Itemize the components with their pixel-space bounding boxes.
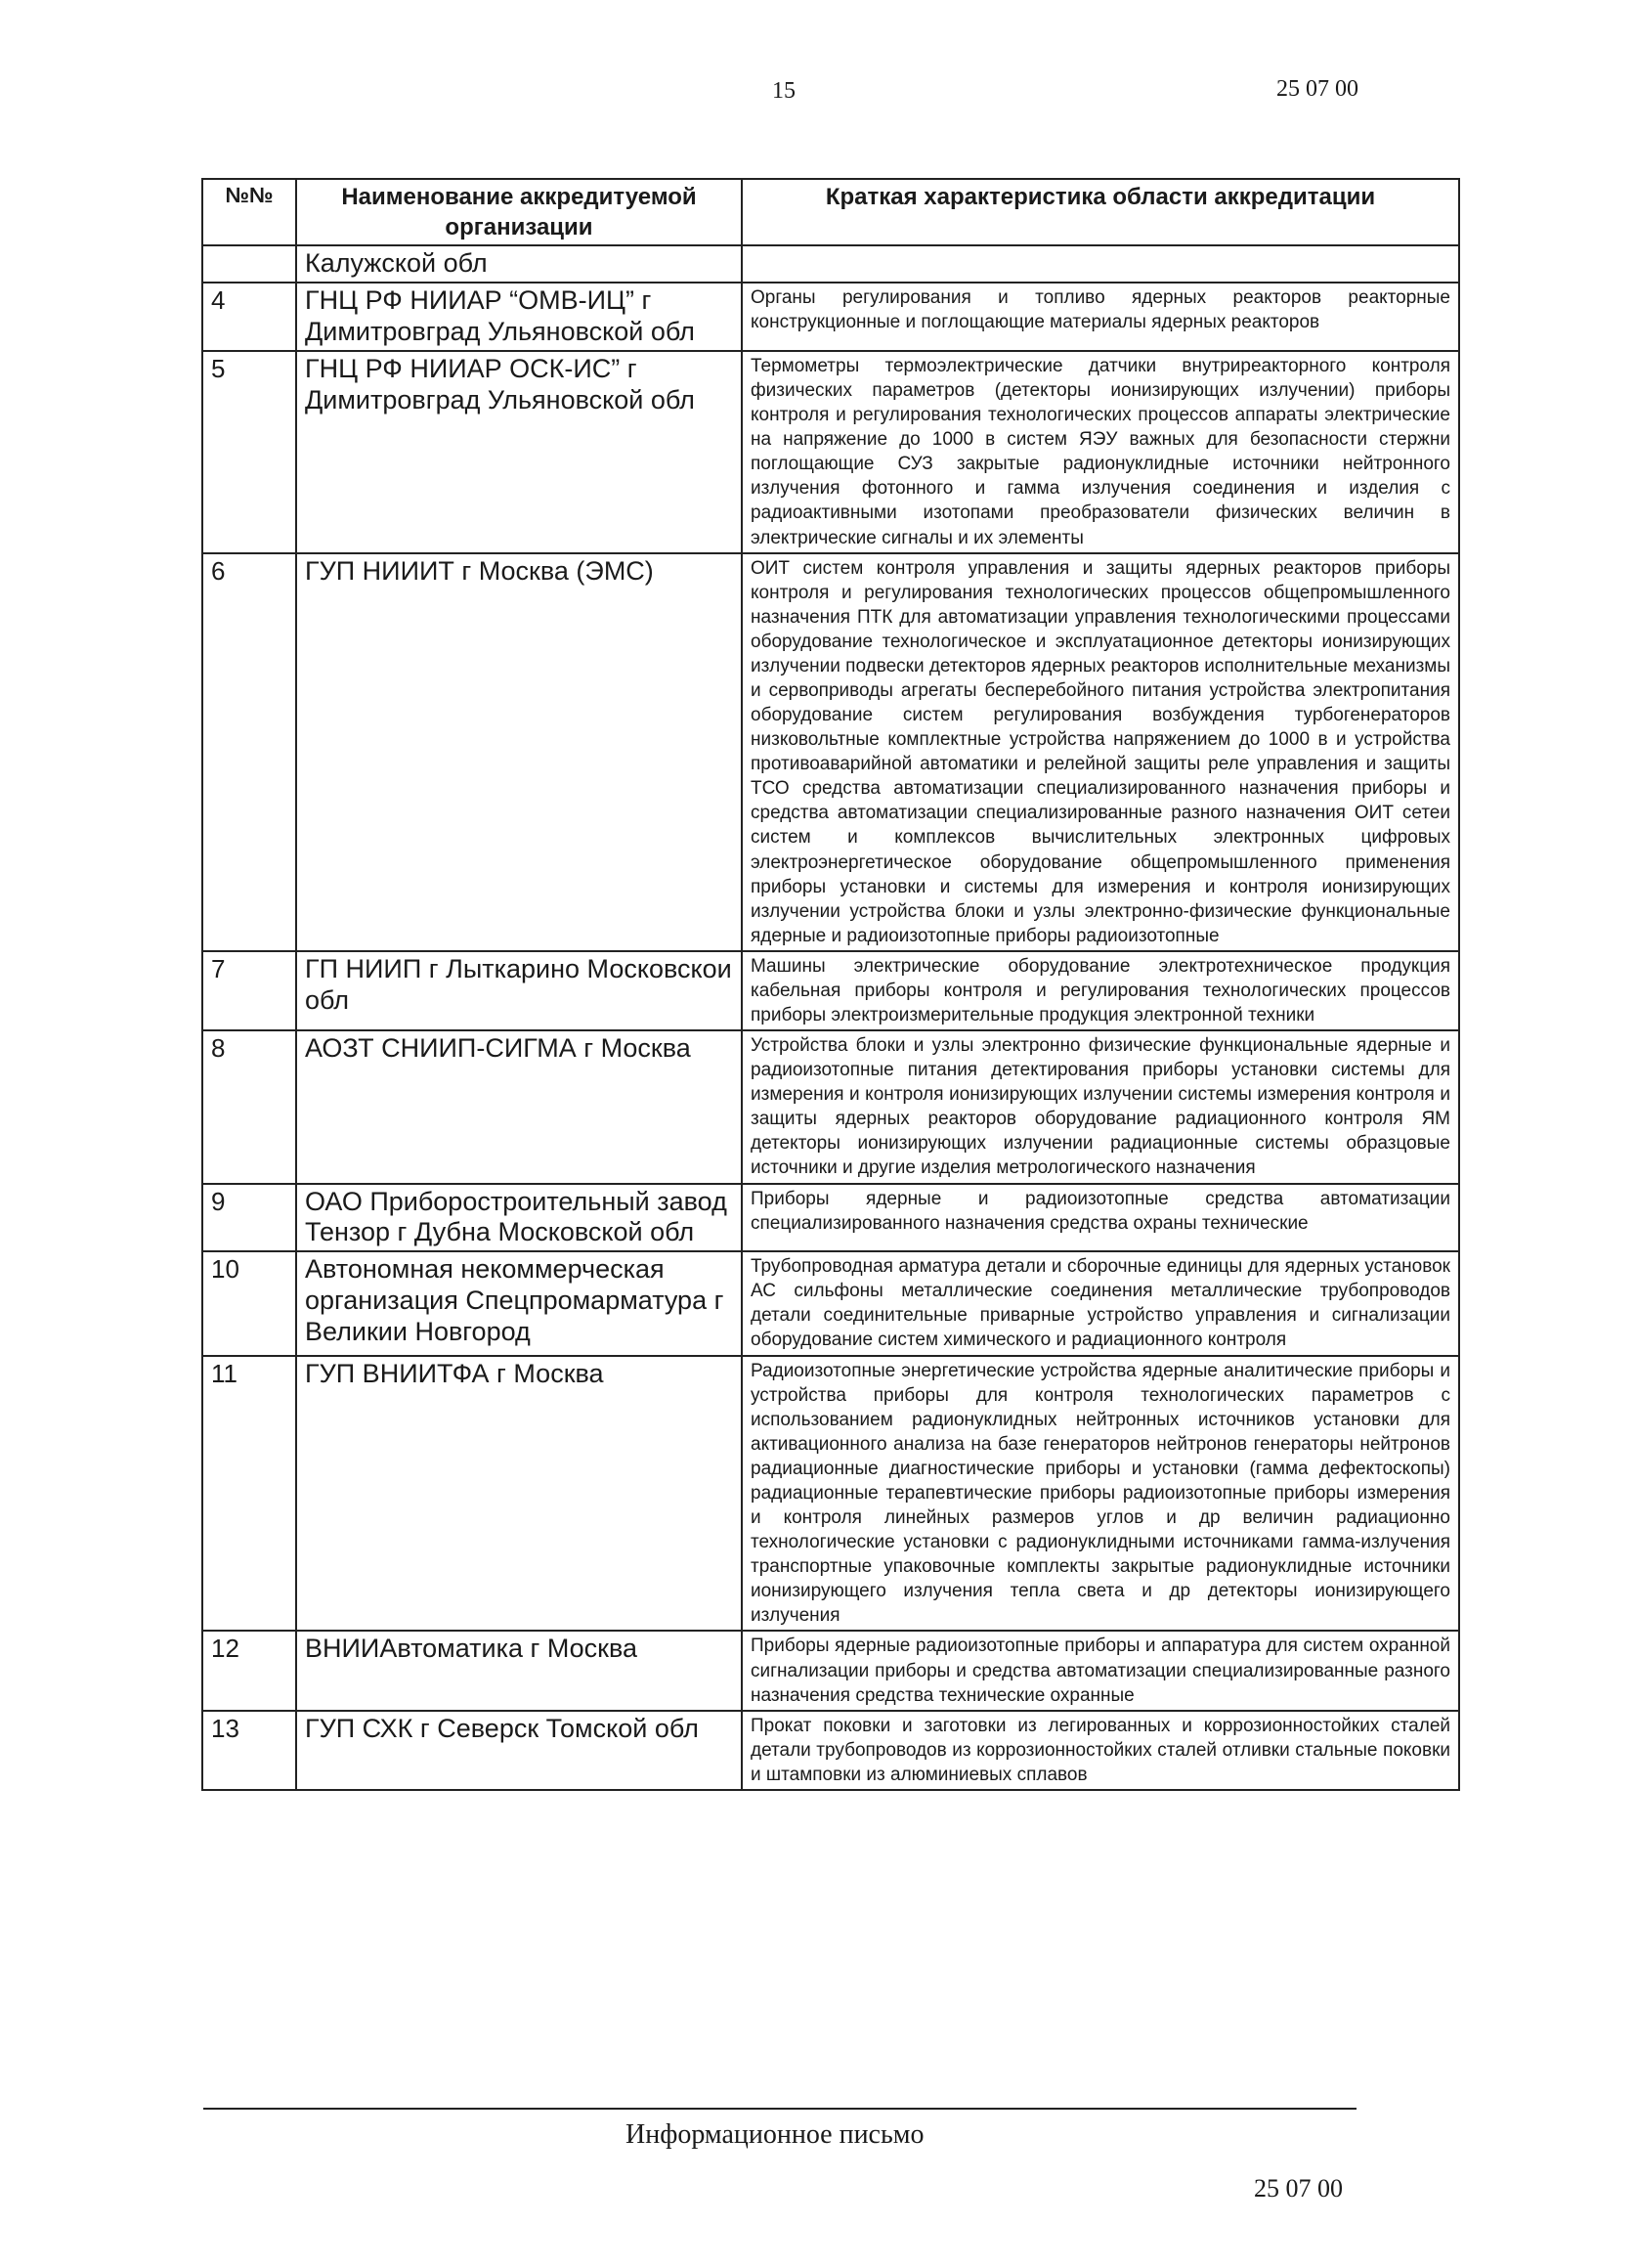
organization-name: ГП НИИП г Лыткарино Московскои обл: [296, 951, 742, 1030]
accreditation-scope: ОИТ систем контроля управления и защиты ядерных реакторов приборы контроля и регулирования технологических процессов общепромышленного назначения ПТК для автоматизации управления технологическими процессами оборудование технологическое и эксплуатационное детекторы ионизирующих излучении подвески детекторов ядерных реакторов исполнительные механизмы и сервоприводы агрегаты бесперебойного питания устройства электропитания оборудование систем регулирования возбуждения турбогенераторов низковольтные комплектные устройства напряжением до 1000 в и устройства противоаварийной автоматики и релейной защиты реле управления и защиты ТСО средства автоматизации специализированного назначения приборы и средства автоматизации специализированные разного назначения ОИТ сетеи систем и комплексов вычислительных электронных цифровых электроэнергетическое оборудование общепромышленного применения приборы установки и системы для измерения и контроля ионизирующих излучении устройства блоки и узлы электронно-физические функциональные ядерные и радиоизотопные приборы радиоизотопные: [742, 553, 1459, 951]
row-number: [202, 245, 296, 283]
table-row: [202, 283, 1459, 351]
column-header-number: №№: [202, 179, 296, 245]
row-number: 9: [202, 1184, 296, 1252]
row-number: 11: [202, 1356, 296, 1632]
organization-name: ГНЦ РФ НИИАР ОСК-ИС” г Димитровград Ульяновской обл: [296, 351, 742, 553]
row-number: 8: [202, 1030, 296, 1183]
organization-name: Калужской обл: [296, 245, 742, 283]
organization-name: Автономная некоммерческая организация Спецпромарматура г Великии Новгород: [296, 1251, 742, 1355]
footer-divider: [203, 2108, 1357, 2110]
accreditation-table: [201, 178, 1460, 1791]
row-number: 5: [202, 351, 296, 553]
organization-name: ГУП СХК г Северск Томской обл: [296, 1711, 742, 1790]
row-number: 10: [202, 1251, 296, 1355]
header-date: 25 07 00: [1276, 76, 1358, 102]
organization-name: ГНЦ РФ НИИАР “ОМВ-ИЦ” г Димитровград Ульяновской обл: [296, 283, 742, 351]
accreditation-scope: Трубопроводная арматура детали и сборочные единицы для ядерных установок АС сильфоны металлические соединения металлические трубопроводов детали соединительные приварные устройство управления и сигнализации оборудование систем химического и радиационного контроля: [742, 1251, 1459, 1355]
accreditation-scope: Прокат поковки и заготовки из легированных и коррозионностойких сталей детали трубопроводов из коррозионностойких сталей отливки стальные поковки и штамповки из алюминиевых сплавов: [742, 1711, 1459, 1790]
row-number: 12: [202, 1631, 296, 1710]
accreditation-scope: Приборы ядерные радиоизотопные приборы и аппаратура для систем охранной сигнализации приборы и средства автоматизации специализированные разного назначения средства технические охранные: [742, 1631, 1459, 1710]
accreditation-scope: Радиоизотопные энергетические устройства ядерные аналитические приборы и устройства приборы для контроля технологических параметров с использованием радионуклидных нейтронных источников установки для активационного анализа на базе генераторов нейтронов генераторы нейтронов радиационные диагностические приборы и установки (гамма дефектоскопы) радиационные терапевтические приборы радиоизотопные приборы измерения и контроля линейных размеров углов и др величин радиационно технологические установки с радионуклидными источниками гамма-излучения транспортные упаковочные комплекты закрытые радионуклидные источники ионизирующего излучения тепла света и др детекторы ионизирующего излучения: [742, 1356, 1459, 1632]
table-row: [202, 1711, 1459, 1790]
page-number: 15: [772, 78, 796, 104]
table-row: [202, 1030, 1459, 1183]
accreditation-scope: Машины электрические оборудование электротехническое продукция кабельная приборы контроля и регулирования технологических процессов приборы электроизмерительные продукция электронной техники: [742, 951, 1459, 1030]
organization-name: ОАО Приборостроительный завод Тензор г Дубна Московской обл: [296, 1184, 742, 1252]
table-row: [202, 351, 1459, 553]
table-row: [202, 1251, 1459, 1355]
table-row: [202, 1184, 1459, 1252]
row-number: 7: [202, 951, 296, 1030]
table-row: [202, 951, 1459, 1030]
column-header-organization: Наименование аккредитуемой организации: [296, 179, 742, 245]
organization-name: ГУП НИИИТ г Москва (ЭМС): [296, 553, 742, 951]
accreditation-scope: Термометры термоэлектрические датчики внутриреакторного контроля физических параметров (детекторы ионизирующих излучении) приборы контроля и регулирования технологических процессов аппараты электрические на напряжение до 1000 в систем ЯЭУ важных для безопасности стержни поглощающие СУЗ закрытые радионуклидные источники нейтронного излучения фотонного и гамма излучения соединения и изделия с радиоактивными изотопами преобразователи физических величин в электрические сигналы и их элементы: [742, 351, 1459, 553]
footer-date: 25 07 00: [1254, 2174, 1343, 2203]
organization-name: АОЗТ СНИИП-СИГМА г Москва: [296, 1030, 742, 1183]
organization-name: ВНИИАвтоматика г Москва: [296, 1631, 742, 1710]
footer-title: Информационное письмо: [625, 2119, 925, 2150]
table-header-row: [202, 179, 1459, 245]
accreditation-scope: Приборы ядерные и радиоизотопные средства автоматизации специализированного назначения средства охраны технические: [742, 1184, 1459, 1252]
table-row: [202, 1631, 1459, 1710]
accreditation-scope: Органы регулирования и топливо ядерных реакторов реакторные конструкционные и поглощающие материалы ядерных реакторов: [742, 283, 1459, 351]
table-row: [202, 1356, 1459, 1632]
row-number: 4: [202, 283, 296, 351]
row-number: 6: [202, 553, 296, 951]
table-row: [202, 245, 1459, 283]
organization-name: ГУП ВНИИТФА г Москва: [296, 1356, 742, 1632]
row-number: 13: [202, 1711, 296, 1790]
accreditation-scope: [742, 245, 1459, 283]
table-row: [202, 553, 1459, 951]
accreditation-scope: Устройства блоки и узлы электронно физические функциональные ядерные и радиоизотопные питания детектирования приборы установки системы для измерения и контроля ионизирующих излучении системы измерения контроля и защиты ядерных реакторов оборудование радиационного контроля ЯМ детекторы ионизирующих излучении радиационные системы образцовые источники и другие изделия метрологического назначения: [742, 1030, 1459, 1183]
column-header-description: Краткая характеристика области аккредитации: [742, 179, 1459, 245]
